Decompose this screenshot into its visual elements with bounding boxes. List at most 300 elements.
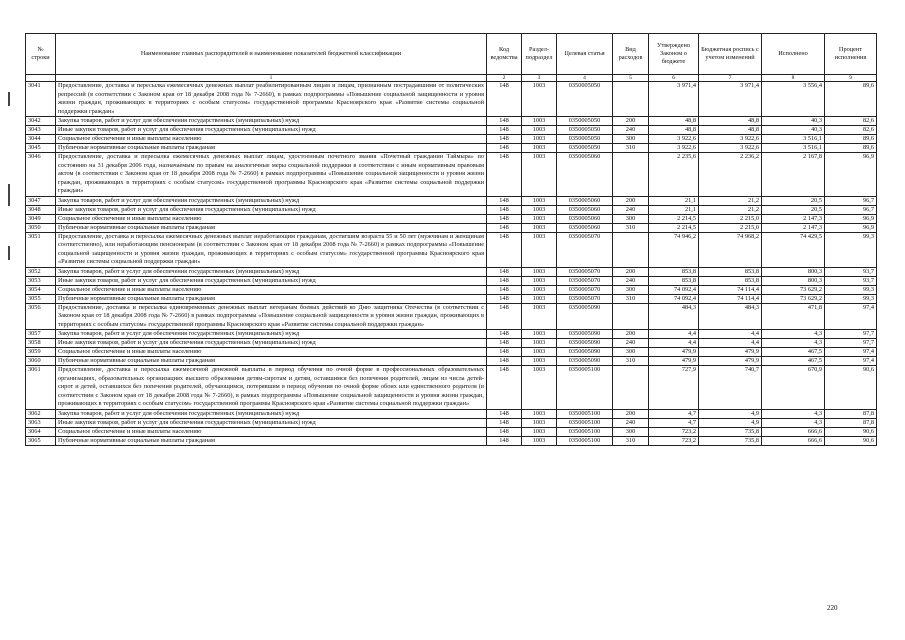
row-number: 3064	[26, 427, 56, 436]
executed-amount: 20,5	[762, 196, 825, 205]
department-code: 148	[487, 232, 522, 267]
approved-amount: 2 214,5	[649, 223, 699, 232]
section-code: 1003	[522, 135, 557, 144]
row-name: Предоставление, доставка и пересылка ежемесячных денежных выплат лицам, удостоенным почетного звания «Почетный гражданин Таймыра» по состоянию на 31 декабря 2006 года, назначаемым по правам на аналогичные меры социальной поддержки в соответствии с иным нормативным правовым актом (в соответствии с Законом края от 18 декабря 2008 года № 7-2660) в рамках подпрограммы «Повышение социальной защищенности и уровня жизни граждан, проживающих в территориях с особым статусом» государственной программы Красноярского края «Развитие системы социальной поддержки граждан»	[56, 153, 487, 197]
percent-executed: 99,3	[825, 285, 877, 294]
table-row	[26, 267, 877, 276]
table-row	[26, 223, 877, 232]
row-number: 3062	[26, 409, 56, 418]
approved-amount: 21,1	[649, 205, 699, 214]
target-article: 0350005090	[557, 330, 613, 339]
approved-amount: 3 971,4	[649, 82, 699, 117]
expense-type	[613, 82, 649, 117]
percent-executed: 97,7	[825, 339, 877, 348]
executed-amount: 3 516,1	[762, 144, 825, 153]
section-code: 1003	[522, 82, 557, 117]
approved-amount: 4,4	[649, 339, 699, 348]
column-number: 6	[649, 75, 699, 82]
table-row	[26, 276, 877, 285]
percent-executed: 96,9	[825, 223, 877, 232]
row-number: 3048	[26, 205, 56, 214]
expense-type: 240	[613, 418, 649, 427]
department-code: 148	[487, 348, 522, 357]
expense-type: 200	[613, 409, 649, 418]
approved-amount: 723,2	[649, 427, 699, 436]
section-code: 1003	[522, 232, 557, 267]
section-code: 1003	[522, 267, 557, 276]
row-name: Социальное обеспечение и иные выплаты населению	[56, 348, 487, 357]
section-code: 1003	[522, 366, 557, 410]
executed-amount: 73 629,2	[762, 294, 825, 303]
percent-executed: 82,6	[825, 126, 877, 135]
target-article: 0350005050	[557, 144, 613, 153]
percent-executed: 96,9	[825, 153, 877, 197]
percent-executed: 97,4	[825, 357, 877, 366]
row-number: 3049	[26, 214, 56, 223]
department-code: 148	[487, 223, 522, 232]
executed-amount: 4,3	[762, 330, 825, 339]
department-code: 148	[487, 126, 522, 135]
expense-type: 300	[613, 285, 649, 294]
expense-type: 200	[613, 117, 649, 126]
approved-amount: 4,7	[649, 409, 699, 418]
row-number: 3056	[26, 303, 56, 330]
row-number: 3042	[26, 117, 56, 126]
row-number: 3050	[26, 223, 56, 232]
column-number: 1	[56, 75, 487, 82]
table-row	[26, 285, 877, 294]
row-name: Иные закупки товаров, работ и услуг для обеспечения государственных (муниципальных) нужд	[56, 205, 487, 214]
row-name: Социальное обеспечение и иные выплаты населению	[56, 214, 487, 223]
header-target-article: Целевая статья	[557, 34, 613, 75]
percent-executed: 97,4	[825, 303, 877, 330]
approved-amount: 479,9	[649, 348, 699, 357]
row-number: 3046	[26, 153, 56, 197]
column-number: 4	[557, 75, 613, 82]
target-article: 0350005100	[557, 436, 613, 445]
section-code: 1003	[522, 223, 557, 232]
table-row	[26, 126, 877, 135]
scheduled-amount: 2 236,2	[699, 153, 762, 197]
column-number-row	[26, 75, 877, 82]
section-code: 1003	[522, 357, 557, 366]
row-name: Закупка товаров, работ и услуг для обеспечения государственных (муниципальных) нужд	[56, 409, 487, 418]
approved-amount: 21,1	[649, 196, 699, 205]
scheduled-amount: 740,7	[699, 366, 762, 410]
row-number: 3044	[26, 135, 56, 144]
row-number: 3053	[26, 276, 56, 285]
scheduled-amount: 4,9	[699, 409, 762, 418]
header-department-code: Код ведомства	[487, 34, 522, 75]
approved-amount: 3 922,6	[649, 135, 699, 144]
table-row	[26, 418, 877, 427]
department-code: 148	[487, 267, 522, 276]
approved-amount: 48,8	[649, 126, 699, 135]
row-number: 3061	[26, 366, 56, 410]
target-article: 0350005050	[557, 117, 613, 126]
row-name: Предоставление, доставка и пересылка единовременных денежных выплат ветеранам боевых действий ко Дню защитника Отечества (в соответствии с Законом края от 18 декабря 2008 года № 7-2660) в рамках подпрограммы «Повышение социальной защищенности и уровня жизни граждан, проживающих в территориях с особым статусом» государственной программы Красноярского края «Развитие системы социальной поддержки граждан»	[56, 303, 487, 330]
section-code: 1003	[522, 205, 557, 214]
approved-amount: 479,9	[649, 357, 699, 366]
approved-amount: 74 946,2	[649, 232, 699, 267]
percent-executed: 96,7	[825, 205, 877, 214]
row-name: Предоставление, доставка и пересылка ежемесячной денежной выплаты в период обучения по очной форме в профессиональных образовательных организациях, образовательных организациях высшего образования детям-сиротам и детям, оставшимся без попечения родителей, лицам из числа детей-сирот и детей, оставшихся без попечения родителей, обучающимся, потерявшим в период обучения по очной форме обоих или единственного родителя (в соответствии с Законом края от 18 декабря 2008 года № 7-2660), в рамках подпрограммы «Повышение социальной защищенности и уровня жизни граждан, проживающих в территориях с особым статусом» государственной программы Красноярского края «Развитие системы социальной поддержки граждан»	[56, 366, 487, 410]
expense-type: 240	[613, 205, 649, 214]
department-code: 148	[487, 436, 522, 445]
scheduled-amount: 484,3	[699, 303, 762, 330]
row-name: Закупка товаров, работ и услуг для обеспечения государственных (муниципальных) нужд	[56, 117, 487, 126]
target-article: 0350005060	[557, 153, 613, 197]
expense-type: 240	[613, 276, 649, 285]
scheduled-amount: 853,8	[699, 276, 762, 285]
department-code: 148	[487, 153, 522, 197]
expense-type	[613, 303, 649, 330]
row-name: Социальное обеспечение и иные выплаты населению	[56, 135, 487, 144]
page-number: 220	[827, 604, 838, 612]
department-code: 148	[487, 276, 522, 285]
percent-executed: 87,8	[825, 409, 877, 418]
expense-type	[613, 366, 649, 410]
row-name: Публичные нормативные социальные выплаты гражданам	[56, 144, 487, 153]
scheduled-amount: 21,2	[699, 205, 762, 214]
column-number: 9	[825, 75, 877, 82]
expense-type: 240	[613, 126, 649, 135]
executed-amount: 800,3	[762, 276, 825, 285]
row-name: Предоставление, доставка и пересылка ежемесячных денежных выплат реабилитированным лицам и лицам, признанным пострадавшими от политических репрессий (в соответствии с Законом края от 18 декабря 2008 года № 7-2660), в рамках подпрограммы «Повышение социальной защищенности и уровня жизни граждан, проживающих в территориях с особым статусом» государственной программы Красноярского края «Развитие системы социальной поддержки граждан»	[56, 82, 487, 117]
executed-amount: 666,6	[762, 427, 825, 436]
percent-executed: 96,7	[825, 196, 877, 205]
department-code: 148	[487, 339, 522, 348]
row-name: Закупка товаров, работ и услуг для обеспечения государственных (муниципальных) нужд	[56, 330, 487, 339]
scheduled-amount: 735,8	[699, 436, 762, 445]
header-approved: Утверждено Законом о бюджете	[649, 34, 699, 75]
executed-amount: 4,3	[762, 339, 825, 348]
row-name: Социальное обеспечение и иные выплаты населению	[56, 427, 487, 436]
percent-executed: 87,8	[825, 418, 877, 427]
target-article: 0350005060	[557, 223, 613, 232]
target-article: 0350005070	[557, 294, 613, 303]
row-name: Закупка товаров, работ и услуг для обеспечения государственных (муниципальных) нужд	[56, 267, 487, 276]
section-code: 1003	[522, 303, 557, 330]
table-row	[26, 294, 877, 303]
table-row	[26, 436, 877, 445]
executed-amount: 40,3	[762, 117, 825, 126]
section-code: 1003	[522, 144, 557, 153]
target-article: 0350005090	[557, 348, 613, 357]
expense-type: 310	[613, 436, 649, 445]
percent-executed: 93,7	[825, 267, 877, 276]
target-article: 0350005070	[557, 232, 613, 267]
percent-executed: 96,9	[825, 214, 877, 223]
row-name: Закупка товаров, работ и услуг для обеспечения государственных (муниципальных) нужд	[56, 196, 487, 205]
approved-amount: 48,8	[649, 117, 699, 126]
expense-type: 300	[613, 135, 649, 144]
scheduled-amount: 479,9	[699, 357, 762, 366]
department-code: 148	[487, 144, 522, 153]
expense-type: 310	[613, 144, 649, 153]
header-expense-type: Вид расходов	[613, 34, 649, 75]
table-row	[26, 366, 877, 410]
percent-executed: 99,3	[825, 232, 877, 267]
row-number: 3065	[26, 436, 56, 445]
executed-amount: 467,5	[762, 348, 825, 357]
approved-amount: 74 092,4	[649, 285, 699, 294]
column-number	[26, 75, 56, 82]
target-article: 0350005070	[557, 285, 613, 294]
percent-executed: 93,7	[825, 276, 877, 285]
scheduled-amount: 74 114,4	[699, 285, 762, 294]
department-code: 148	[487, 418, 522, 427]
percent-executed: 97,7	[825, 330, 877, 339]
section-code: 1003	[522, 427, 557, 436]
scheduled-amount: 3 922,6	[699, 135, 762, 144]
target-article: 0350005100	[557, 409, 613, 418]
table-row	[26, 196, 877, 205]
section-code: 1003	[522, 117, 557, 126]
target-article: 0350005060	[557, 205, 613, 214]
scheduled-amount: 2 215,0	[699, 223, 762, 232]
column-number: 2	[487, 75, 522, 82]
row-name: Публичные нормативные социальные выплаты гражданам	[56, 223, 487, 232]
section-code: 1003	[522, 276, 557, 285]
header-budget-schedule: Бюджетная роспись с учетом изменений	[699, 34, 762, 75]
row-number: 3045	[26, 144, 56, 153]
section-code: 1003	[522, 418, 557, 427]
section-code: 1003	[522, 285, 557, 294]
table-row	[26, 117, 877, 126]
approved-amount: 727,9	[649, 366, 699, 410]
table-row	[26, 82, 877, 117]
scheduled-amount: 21,2	[699, 196, 762, 205]
approved-amount: 853,8	[649, 276, 699, 285]
executed-amount: 74 429,5	[762, 232, 825, 267]
expense-type: 300	[613, 214, 649, 223]
header-name: Наименование главных распорядителей и наименование показателей бюджетной классификации	[56, 34, 487, 75]
header-section: Раздел-подраздел	[522, 34, 557, 75]
table-row	[26, 232, 877, 267]
executed-amount: 3 516,1	[762, 135, 825, 144]
header-percent: Процент исполнения	[825, 34, 877, 75]
scheduled-amount: 853,8	[699, 267, 762, 276]
header-row-number: № строки	[26, 34, 56, 75]
executed-amount: 467,5	[762, 357, 825, 366]
row-name: Иные закупки товаров, работ и услуг для обеспечения государственных (муниципальных) нужд	[56, 418, 487, 427]
row-name: Публичные нормативные социальные выплаты гражданам	[56, 294, 487, 303]
expense-type: 200	[613, 267, 649, 276]
section-code: 1003	[522, 330, 557, 339]
scheduled-amount: 48,8	[699, 117, 762, 126]
section-code: 1003	[522, 409, 557, 418]
target-article: 0350005050	[557, 82, 613, 117]
scheduled-amount: 74 968,2	[699, 232, 762, 267]
department-code: 148	[487, 366, 522, 410]
target-article: 0350005090	[557, 357, 613, 366]
row-name: Иные закупки товаров, работ и услуг для обеспечения государственных (муниципальных) нужд	[56, 126, 487, 135]
table-row	[26, 144, 877, 153]
row-name: Иные закупки товаров, работ и услуг для обеспечения государственных (муниципальных) нужд	[56, 276, 487, 285]
department-code: 148	[487, 135, 522, 144]
row-number: 3059	[26, 348, 56, 357]
expense-type	[613, 153, 649, 197]
department-code: 148	[487, 303, 522, 330]
row-number: 3047	[26, 196, 56, 205]
department-code: 148	[487, 330, 522, 339]
expense-type: 310	[613, 294, 649, 303]
column-number: 5	[613, 75, 649, 82]
row-number: 3054	[26, 285, 56, 294]
approved-amount: 723,2	[649, 436, 699, 445]
executed-amount: 471,8	[762, 303, 825, 330]
row-name: Иные закупки товаров, работ и услуг для обеспечения государственных (муниципальных) нужд	[56, 339, 487, 348]
table-row	[26, 409, 877, 418]
section-code: 1003	[522, 339, 557, 348]
table-row	[26, 330, 877, 339]
row-number: 3058	[26, 339, 56, 348]
target-article: 0350005050	[557, 135, 613, 144]
executed-amount: 800,3	[762, 267, 825, 276]
budget-table-sheet	[25, 33, 876, 446]
approved-amount: 3 922,6	[649, 144, 699, 153]
expense-type: 300	[613, 427, 649, 436]
executed-amount: 670,9	[762, 366, 825, 410]
table-body	[26, 82, 877, 446]
approved-amount: 2 235,6	[649, 153, 699, 197]
row-number: 3057	[26, 330, 56, 339]
scheduled-amount: 479,9	[699, 348, 762, 357]
target-article: 0350005090	[557, 303, 613, 330]
table-row	[26, 153, 877, 197]
percent-executed: 90,6	[825, 427, 877, 436]
scheduled-amount: 4,9	[699, 418, 762, 427]
approved-amount: 853,8	[649, 267, 699, 276]
section-code: 1003	[522, 214, 557, 223]
scheduled-amount: 735,8	[699, 427, 762, 436]
percent-executed: 89,6	[825, 144, 877, 153]
percent-executed: 82,6	[825, 117, 877, 126]
target-article: 0350005060	[557, 214, 613, 223]
table-header-row	[26, 34, 877, 75]
percent-executed: 90,6	[825, 366, 877, 410]
department-code: 148	[487, 409, 522, 418]
scheduled-amount: 4,4	[699, 330, 762, 339]
percent-executed: 89,6	[825, 82, 877, 117]
executed-amount: 2 147,3	[762, 223, 825, 232]
target-article: 0350005100	[557, 418, 613, 427]
executed-amount: 2 167,8	[762, 153, 825, 197]
section-code: 1003	[522, 153, 557, 197]
executed-amount: 2 147,3	[762, 214, 825, 223]
expense-type: 310	[613, 223, 649, 232]
target-article: 0350005050	[557, 126, 613, 135]
executed-amount: 666,6	[762, 436, 825, 445]
department-code: 148	[487, 117, 522, 126]
department-code: 148	[487, 82, 522, 117]
row-number: 3063	[26, 418, 56, 427]
row-number: 3051	[26, 232, 56, 267]
expense-type: 240	[613, 339, 649, 348]
row-name: Публичные нормативные социальные выплаты гражданам	[56, 357, 487, 366]
executed-amount: 4,3	[762, 409, 825, 418]
department-code: 148	[487, 357, 522, 366]
table-row	[26, 205, 877, 214]
table-row	[26, 214, 877, 223]
section-code: 1003	[522, 436, 557, 445]
table-row	[26, 135, 877, 144]
scheduled-amount: 4,4	[699, 339, 762, 348]
approved-amount: 74 092,4	[649, 294, 699, 303]
row-number: 3043	[26, 126, 56, 135]
table-row	[26, 357, 877, 366]
executed-amount: 3 556,4	[762, 82, 825, 117]
scheduled-amount: 2 215,0	[699, 214, 762, 223]
executed-amount: 4,3	[762, 418, 825, 427]
header-executed: Исполнено	[762, 34, 825, 75]
approved-amount: 484,3	[649, 303, 699, 330]
table-row	[26, 303, 877, 330]
expense-type	[613, 232, 649, 267]
department-code: 148	[487, 214, 522, 223]
executed-amount: 20,5	[762, 205, 825, 214]
expense-type: 300	[613, 348, 649, 357]
scheduled-amount: 48,8	[699, 126, 762, 135]
approved-amount: 4,7	[649, 418, 699, 427]
department-code: 148	[487, 285, 522, 294]
row-number: 3060	[26, 357, 56, 366]
table-row	[26, 427, 877, 436]
department-code: 148	[487, 427, 522, 436]
section-code: 1003	[522, 196, 557, 205]
row-number: 3055	[26, 294, 56, 303]
table-row	[26, 348, 877, 357]
table-row	[26, 339, 877, 348]
row-name: Публичные нормативные социальные выплаты гражданам	[56, 436, 487, 445]
scheduled-amount: 3 922,6	[699, 144, 762, 153]
target-article: 0350005100	[557, 427, 613, 436]
approved-amount: 2 214,5	[649, 214, 699, 223]
expense-type: 200	[613, 196, 649, 205]
percent-executed: 99,3	[825, 294, 877, 303]
row-number: 3052	[26, 267, 56, 276]
row-name: Предоставление, доставка и пересылка ежемесячных денежных выплат неработающим гражданам, достигшим возраста 55 и 50 лет (мужчинам и женщинам соответственно), или неработающим пенсионерам (в соответствии с Законом края от 18 декабря 2008 года № 7-2660) в рамках подпрограммы «Повышение социальной защищенности и уровня жизни граждан, проживающих в территориях с особым статусом» государственной программы Красноярского края «Развитие системы социальной поддержки граждан»	[56, 232, 487, 267]
target-article: 0350005090	[557, 339, 613, 348]
expense-type: 200	[613, 330, 649, 339]
executed-amount: 40,3	[762, 126, 825, 135]
section-code: 1003	[522, 126, 557, 135]
target-article: 0350005070	[557, 276, 613, 285]
approved-amount: 4,4	[649, 330, 699, 339]
target-article: 0350005070	[557, 267, 613, 276]
column-number: 8	[762, 75, 825, 82]
percent-executed: 90,6	[825, 436, 877, 445]
department-code: 148	[487, 196, 522, 205]
scheduled-amount: 74 114,4	[699, 294, 762, 303]
department-code: 148	[487, 205, 522, 214]
target-article: 0350005060	[557, 196, 613, 205]
row-number: 3041	[26, 82, 56, 117]
expense-type: 310	[613, 357, 649, 366]
column-number: 7	[699, 75, 762, 82]
target-article: 0350005100	[557, 366, 613, 410]
percent-executed: 89,6	[825, 135, 877, 144]
section-code: 1003	[522, 348, 557, 357]
section-code: 1003	[522, 294, 557, 303]
executed-amount: 73 629,2	[762, 285, 825, 294]
department-code: 148	[487, 294, 522, 303]
column-number: 3	[522, 75, 557, 82]
percent-executed: 97,4	[825, 348, 877, 357]
row-name: Социальное обеспечение и иные выплаты населению	[56, 285, 487, 294]
binding-marks	[8, 92, 11, 612]
